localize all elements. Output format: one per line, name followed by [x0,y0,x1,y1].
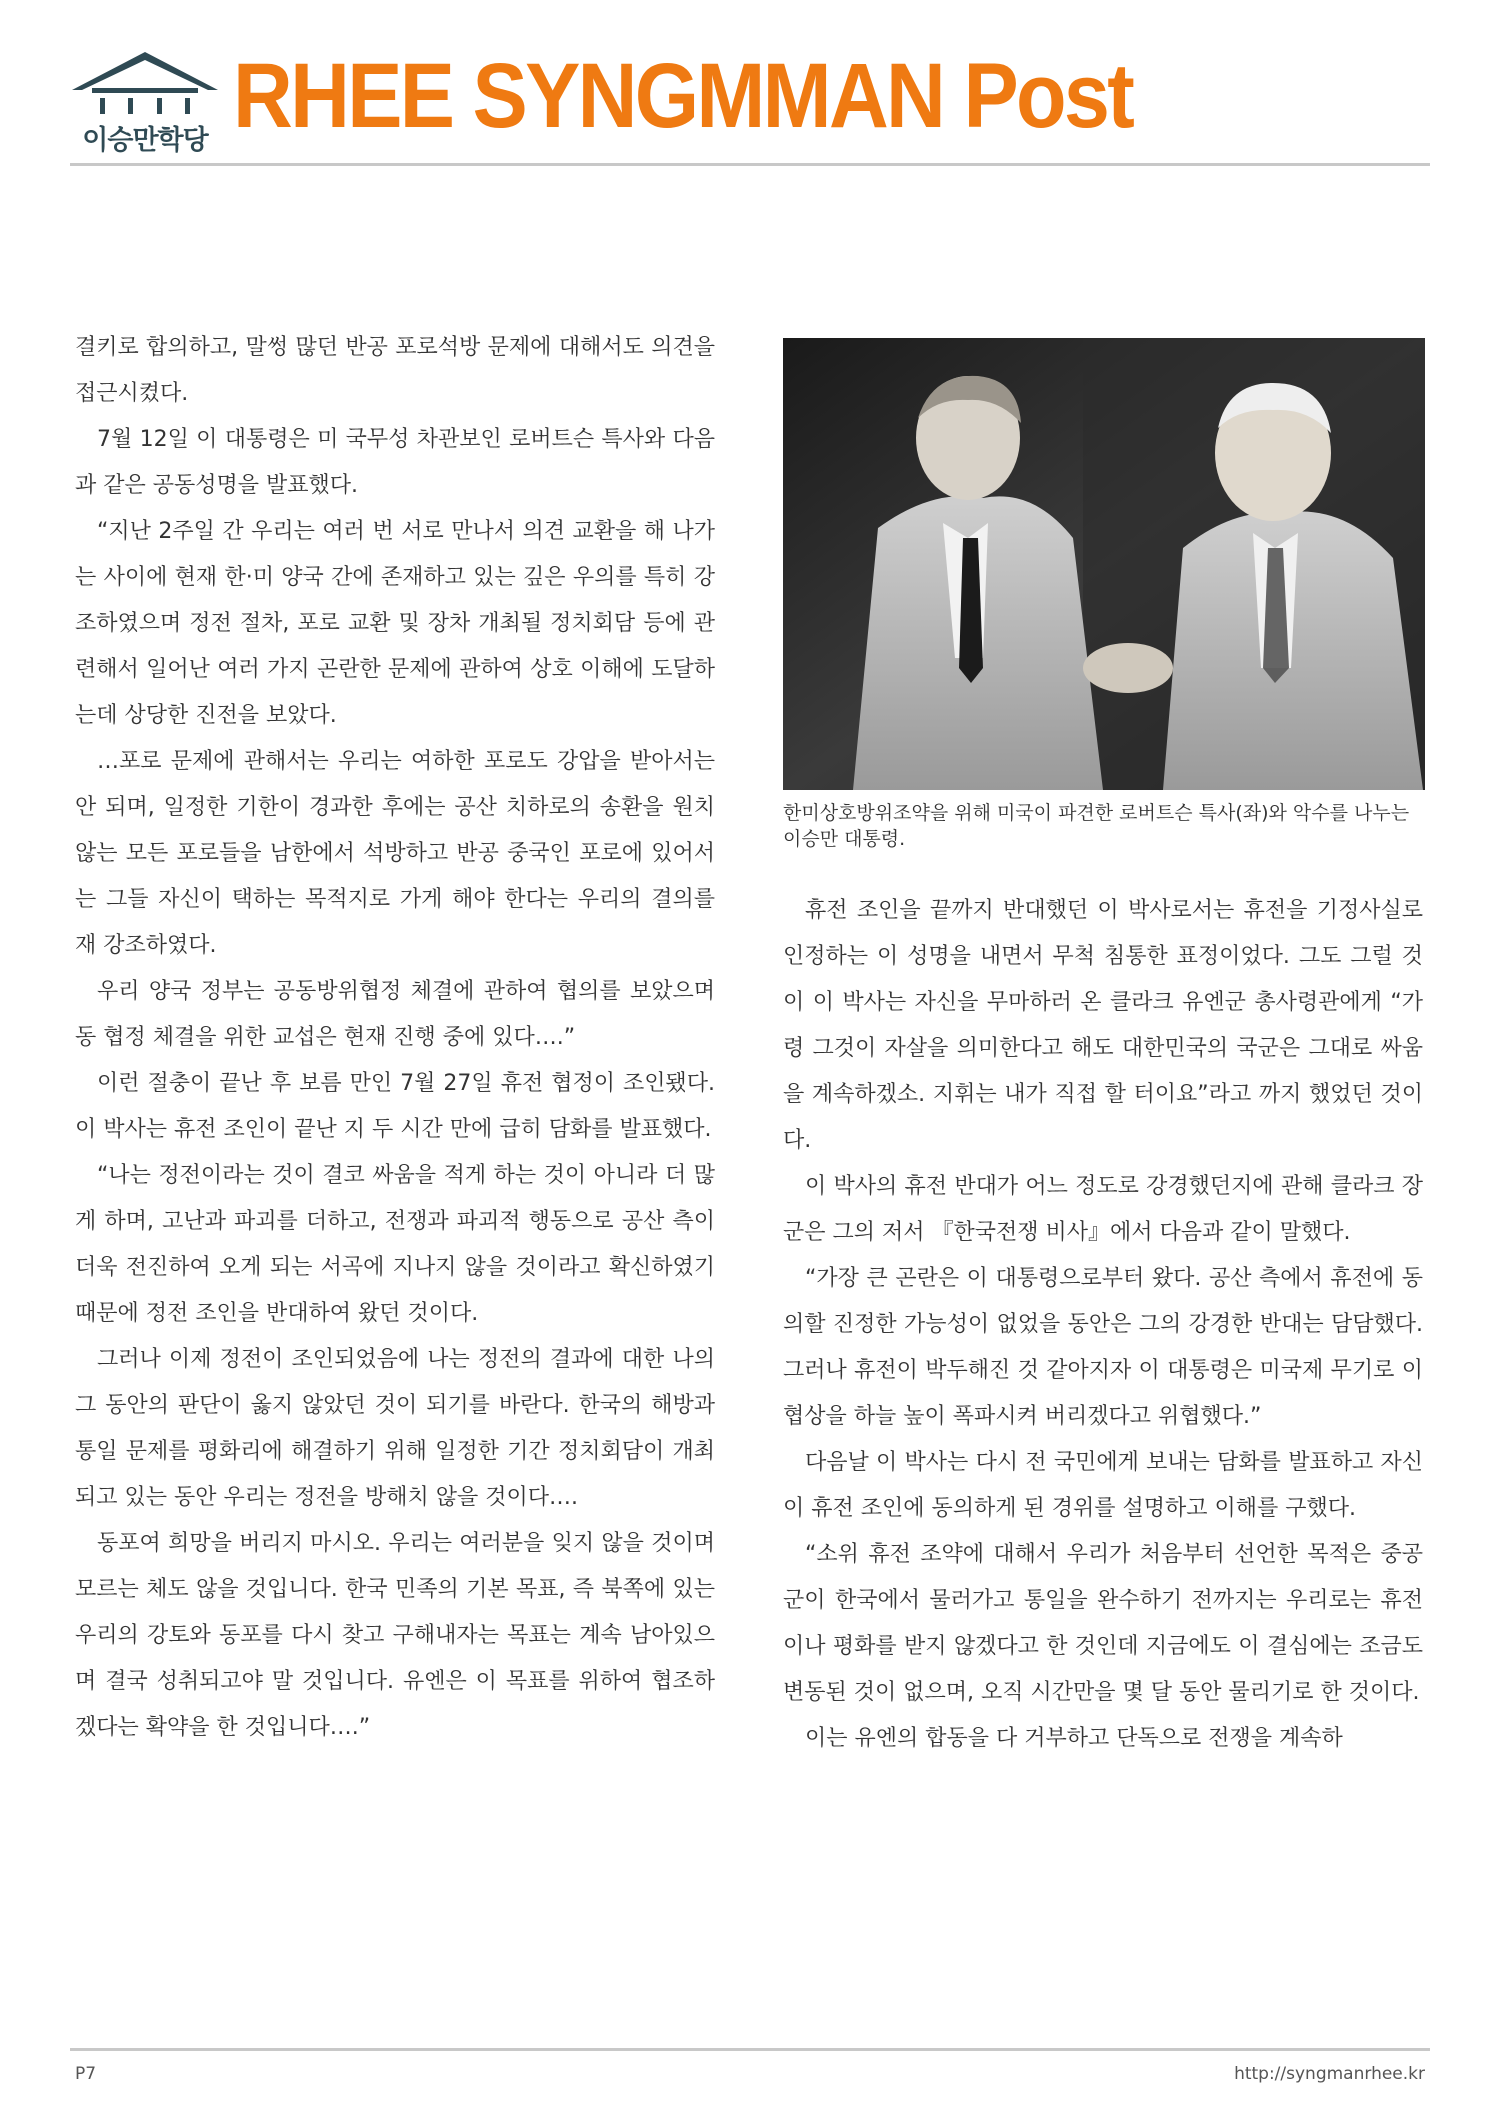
paragraph: “나는 정전이라는 것이 결코 싸움을 적게 하는 것이 아니라 더 많게 하며, 고난과 파괴를 더하고, 전쟁과 파괴적 행동으로 공산 측이 더욱 전진하여 오게 되는 서곡에 지나지 않을 것이라고 확신하였기 때문에 정전 조인을 반대하여 왔던 것이다. [75,1163,715,1326]
masthead-title: RHEE SYNGMMAN Post [233,45,1133,147]
paragraph: 다음날 이 박사는 다시 전 국민에게 보내는 담화를 발표하고 자신이 휴전 조인에 동의하게 된 경위를 설명하고 이해를 구했다. [783,1450,1423,1521]
photo-caption: 한미상호방위조약을 위해 미국이 파견한 로버트슨 특사(좌)와 악수를 나누는 이승만 대통령. [783,802,1410,850]
paragraph: 우리 양국 정부는 공동방위협정 체결에 관하여 협의를 보았으며 동 협정 체결을 위한 교섭은 현재 진행 중에 있다….” [75,979,715,1050]
paragraph: 이 박사의 휴전 반대가 어느 정도로 강경했던지에 관해 클라크 장군은 그의 저서 『한국전쟁 비사』에서 다음과 같이 말했다. [783,1174,1423,1245]
logo-text: 이승만학당 [82,125,208,156]
paragraph: …포로 문제에 관해서는 우리는 여하한 포로도 강압을 받아서는 안 되며, 일정한 기한이 경과한 후에는 공산 치하로의 송환을 원치 않는 모든 포로들을 남한에서 석방하고 반공 중국인 포로에 있어서는 그들 자신이 택하는 목적지로 가게 해야 한다는 우리의 결의를 재 강조하였다. [75,749,715,958]
left-article-column [75,325,715,1751]
page-number: P7 [75,2064,97,2084]
paragraph: 동포여 희망을 버리지 마시오. 우리는 여러분을 잊지 않을 것이며 모르는 체도 않을 것입니다. 한국 민족의 기본 목표, 즉 북쪽에 있는 우리의 강토와 동포를 다시 찾고 구해내자는 목표는 계속 남아있으며 결국 성취되고야 말 것입니다. 유엔은 이 목표를 위하여 협조하겠다는 확약을 한 것입니다….” [75,1531,715,1740]
footer-divider [70,2048,1430,2051]
site-url-link[interactable]: http://syngmanrhee.kr [1234,2064,1425,2084]
handshake-photo [783,338,1425,790]
paragraph: 이는 유엔의 합동을 다 거부하고 단독으로 전쟁을 계속하 [805,1726,1343,1751]
paragraph: “지난 2주일 간 우리는 여러 번 서로 만나서 의견 교환을 해 나가는 사이에 현재 한·미 양국 간에 존재하고 있는 깊은 우의를 특히 강조하였으며 정전 절차, 포로 교환 및 장차 개최될 정치회담 등에 관련해서 일어난 여러 가지 곤란한 문제에 관하여 상호 이해에 도달하는데 상당한 진전을 보았다. [75,519,715,728]
paragraph: 7월 12일 이 대통령은 미 국무성 차관보인 로버트슨 특사와 다음과 같은 공동성명을 발표했다. [75,427,715,498]
paragraph: 결키로 합의하고, 말썽 많던 반공 포로석방 문제에 대해서도 의견을 접근시켰다. [75,335,715,406]
page-header [70,45,1430,168]
paragraph: 그러나 이제 정전이 조인되었음에 나는 정전의 결과에 대한 나의 그 동안의 판단이 옳지 않았던 것이 되기를 바란다. 한국의 해방과 통일 문제를 평화리에 해결하기 위해 일정한 기간 정치회담이 개최 되고 있는 동안 우리는 정전을 방해치 않을 것이다…. [75,1347,715,1510]
right-article-column [783,888,1423,1762]
paragraph: 이런 절충이 끝난 후 보름 만인 7월 27일 휴전 협정이 조인됐다. 이 박사는 휴전 조인이 끝난 지 두 시간 만에 급히 담화를 발표했다. [75,1071,715,1142]
paragraph: 휴전 조인을 끝까지 반대했던 이 박사로서는 휴전을 기정사실로 인정하는 이 성명을 내면서 무척 침통한 표정이었다. 그도 그럴 것이 이 박사는 자신을 무마하러 온 클라크 유엔군 총사령관에게 “가령 그것이 자살을 의미한다고 해도 대한민국의 국군은 그대로 싸움을 계속하겠소. 지휘는 내가 직접 할 터이요”라고 까지 했었던 것이다. [783,898,1423,1153]
paragraph: “가장 큰 곤란은 이 대통령으로부터 왔다. 공산 측에서 휴전에 동의할 진정한 가능성이 없었을 동안은 그의 강경한 반대는 담담했다. 그러나 휴전이 박두해진 것 같아지자 이 대통령은 미국제 무기로 이 협상을 하늘 높이 폭파시켜 버리겠다고 위협했다.” [783,1266,1423,1429]
paragraph: “소위 휴전 조약에 대해서 우리가 처음부터 선언한 목적은 중공군이 한국에서 물러가고 통일을 완수하기 전까지는 우리로는 휴전이나 평화를 받지 않겠다고 한 것인데 지금에도 이 결심에는 조금도 변동된 것이 없으며, 오직 시간만을 몇 달 동안 물리기로 한 것이다. [783,1542,1423,1705]
header-divider [70,163,1430,166]
